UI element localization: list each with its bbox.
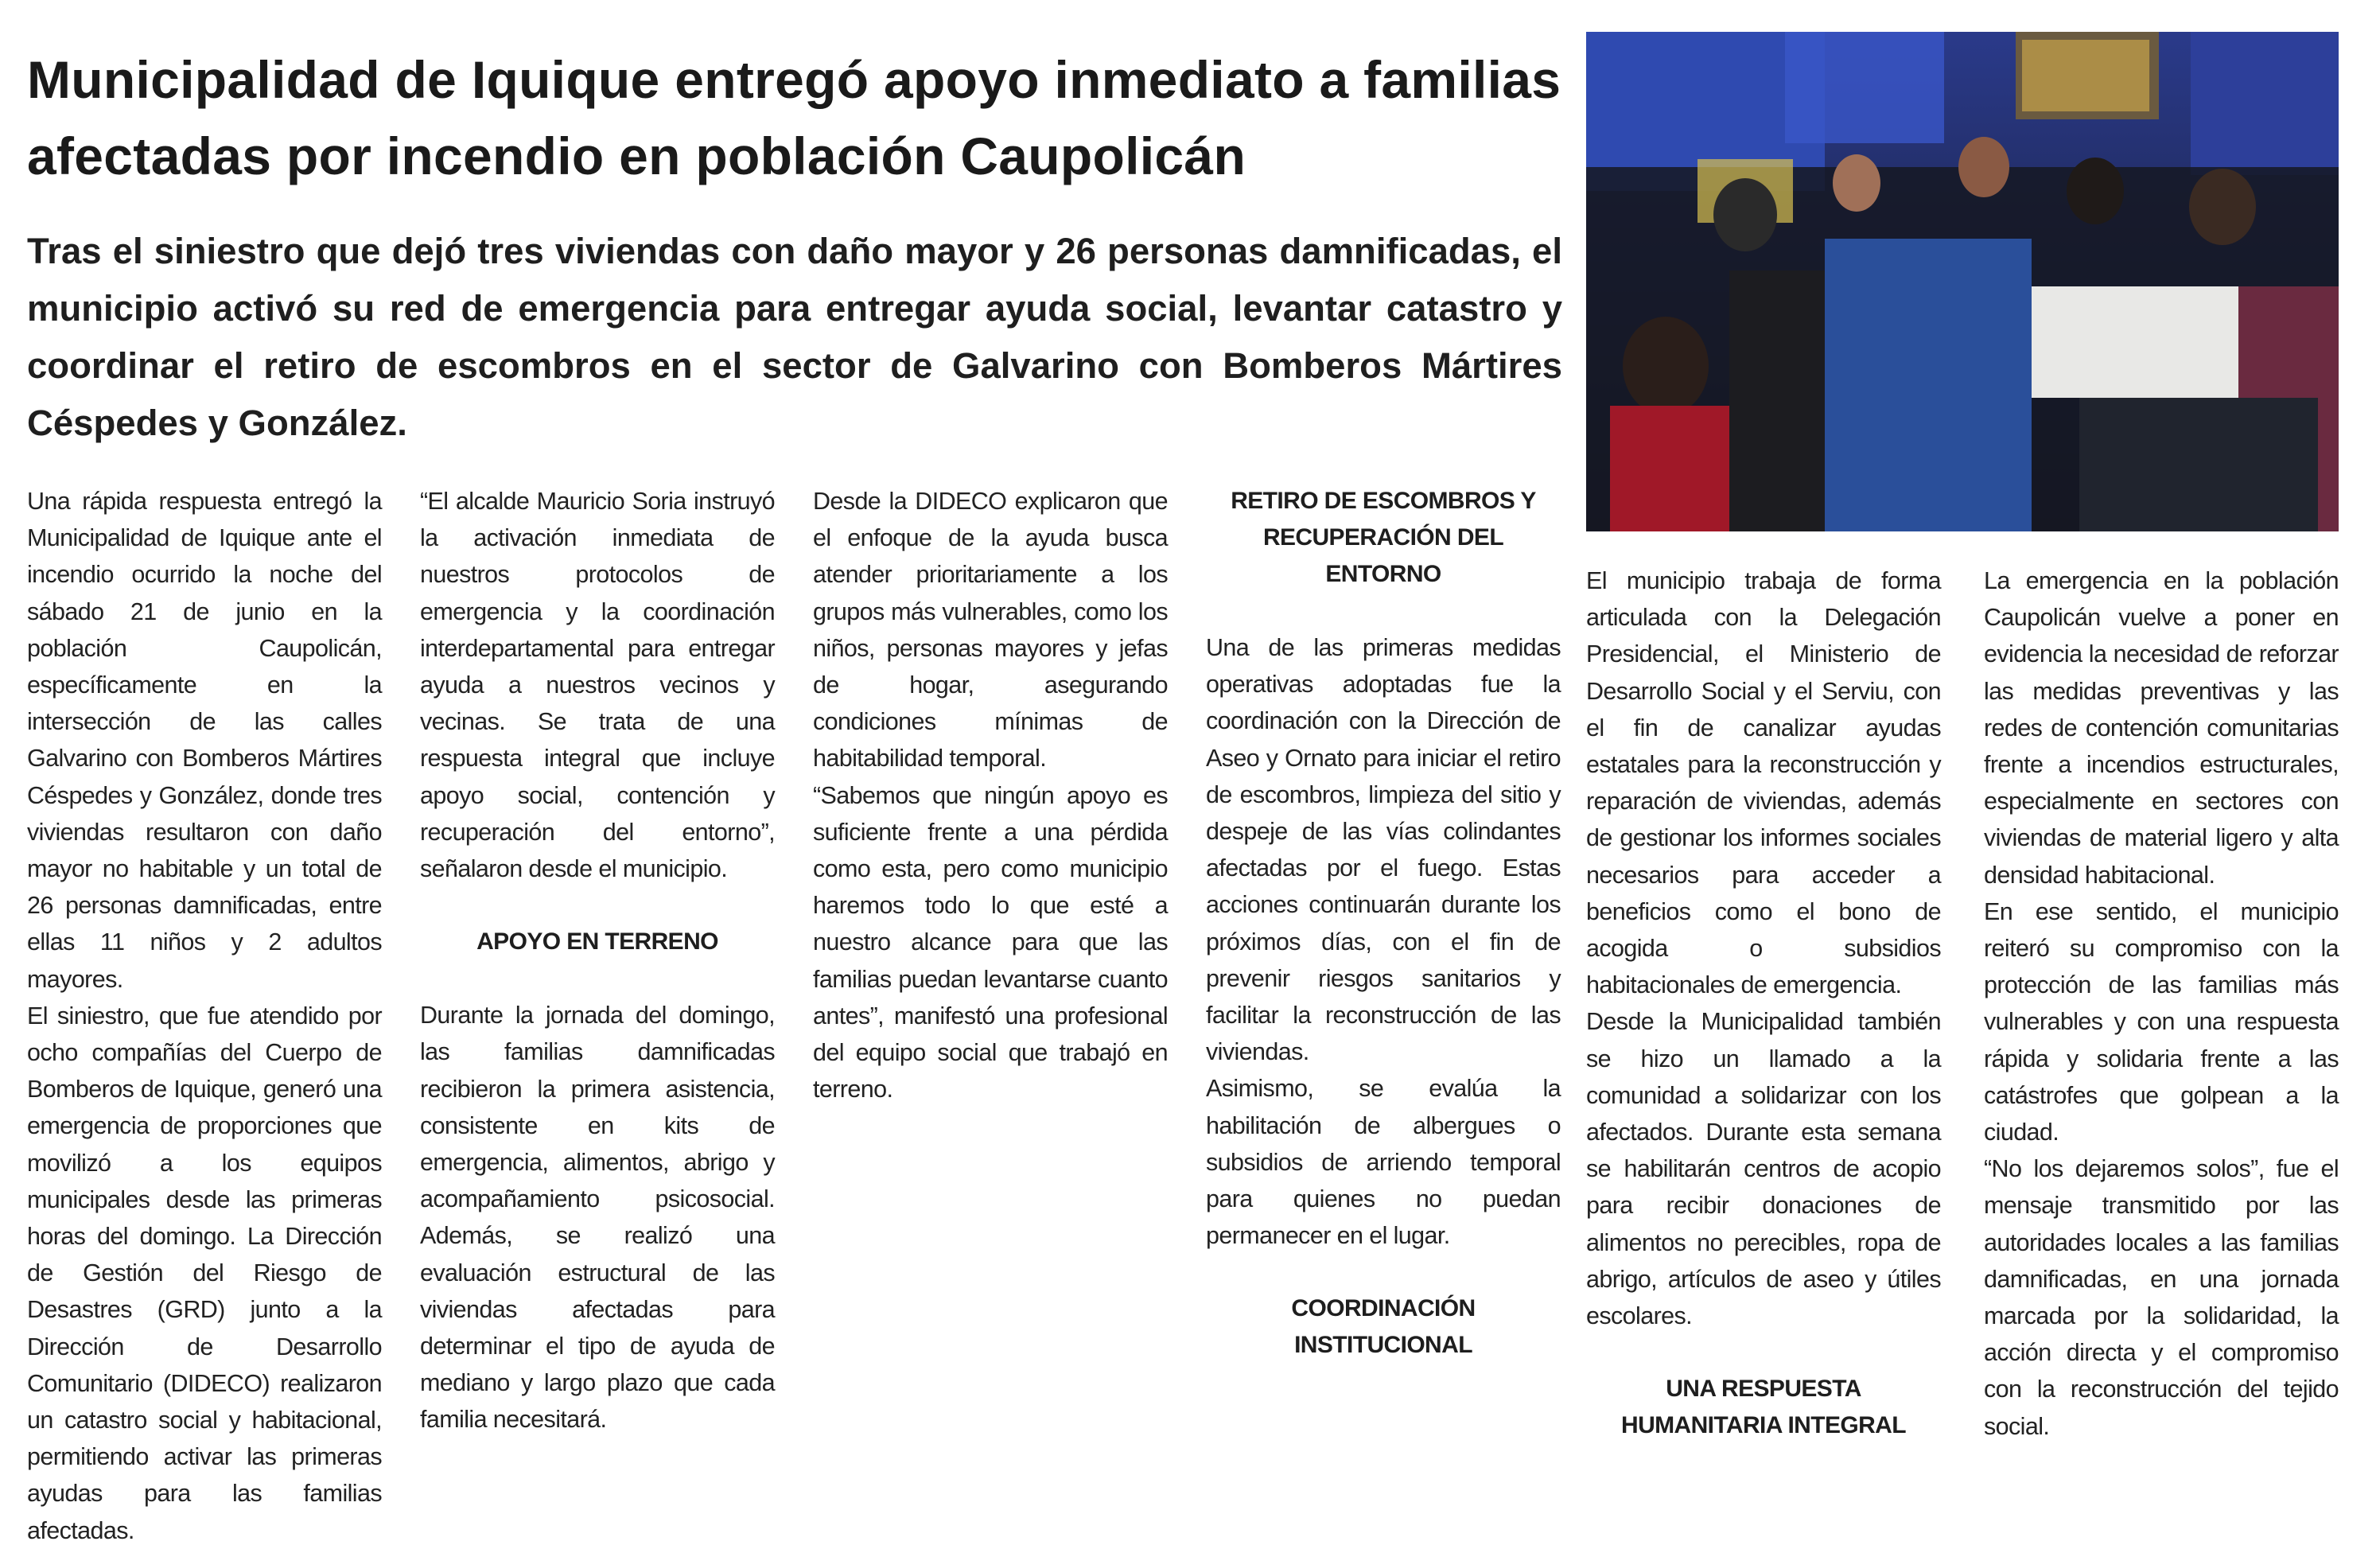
- body-paragraph: “No los dejaremos solos”, fue el mensaje transmitido por las autoridades locales a las familias damnificadas, en una jornada marcada por la solidaridad, la acción directa y el compromiso con la reconstrucción del tejido social.: [1984, 1155, 2339, 1440]
- body-paragraph: Desde la DIDECO explicaron que el enfoque de la ayuda busca atender prioritariamente a los grupos más vulnerables, como los niños, personas mayores y jefas de hogar, asegurando condiciones mínimas de habitabilidad temporal.: [813, 488, 1168, 773]
- column-4: [1206, 483, 1561, 1400]
- body-paragraph: En ese sentido, el municipio reiteró su compromiso con la protección de las familias más vulnerables y con una respuesta rápida y solidaria frente a las catástrofes que golpean a la ciudad.: [1984, 897, 2339, 1146]
- body-paragraph: El siniestro, que fue atendido por ocho compañías del Cuerpo de Bomberos de Iquique, generó una emergencia de proporciones que movilizó a los equipos municipales desde las primeras horas del domingo. La Dirección de Gestión del Riesgo de Desastres (GRD) junto a la Dirección de Desarrollo Comunitario (DIDECO) realizaron un catastro social y habitacional, permitiendo activar las primeras ayudas para las familias afectadas.: [27, 1002, 382, 1544]
- body-paragraph: El municipio trabaja de forma articulada con la Delegación Presidencial, el Ministerio de Desarrollo Social y el Serviu, con el fin de canalizar ayudas estatales para la reconstrucción y reparación de viviendas, además de gestionar los informes sociales necesarios para acceder a beneficios como el bono de acogida o subsidios habitacionales de emergencia.: [1586, 567, 1941, 999]
- subhead-retiro-de-escombros: RETIRO DE ESCOMBROS Y RECUPERACIÓN DEL ENTORNO: [1231, 488, 1536, 587]
- subhead-apoyo-en-terreno: APOYO EN TERRENO: [476, 928, 718, 955]
- column-5: [1586, 562, 1941, 1481]
- article-deck: Tras el siniestro que dejó tres viviendas con daño mayor y 26 personas damnificadas, el municipio activó su red de emergencia para entregar ayuda social, levantar catastro y coordinar el retiro de escombros en el sector de Galvarino con Bomberos Mártires Céspedes y González.: [27, 231, 1562, 443]
- column-1: [27, 483, 382, 1549]
- column-3: [813, 483, 1168, 1107]
- article-headline: Municipalidad de Iquique entregó apoyo inmediato a familias afectadas por incendio en población Caupolicán: [27, 50, 1561, 185]
- body-paragraph: Una de las primeras medidas operativas adoptadas fue la coordinación con la Dirección de Aseo y Ornato para iniciar el retiro de escombros, limpieza del sitio y despeje de las vías colindantes afectadas por el fuego. Estas acciones continuarán durante los próximos días, con el fin de prevenir riesgos sanitarios y facilitar la reconstrucción de las viviendas.: [1206, 634, 1561, 1066]
- column-2: [420, 483, 775, 1438]
- body-paragraph: Durante la jornada del domingo, las familias damnificadas recibieron la primera asistencia, consistente en kits de emergencia, alimentos, abrigo y acompañamiento psicosocial. Además, se realizó una evaluación estructural de las viviendas afectadas para determinar el tipo de ayuda de mediano y largo plazo que cada familia necesitará.: [420, 1002, 775, 1434]
- photo-crowd-night-scene: [1586, 32, 2339, 531]
- article-photo: [1586, 32, 2339, 531]
- subhead-respuesta-humanitaria: UNA RESPUESTA HUMANITARIA INTEGRAL: [1621, 1376, 1906, 1439]
- body-paragraph: “El alcalde Mauricio Soria instruyó la activación inmediata de nuestros protocolos de emergencia y la coordinación interdepartamental para entregar ayuda a nuestros vecinos y vecinas. Se trata de una respuesta integral que incluye apoyo social, contención y recuperación del entorno”, señalaron desde el municipio.: [420, 488, 775, 883]
- subhead-coordinacion-institucional: COORDINACIÓN INSTITUCIONAL: [1291, 1295, 1476, 1359]
- body-paragraph: Asimismo, se evalúa la habilitación de albergues o subsidios de arriendo temporal para quienes no puedan permanecer en el lugar.: [1206, 1075, 1561, 1250]
- body-paragraph: “Sabemos que ningún apoyo es suficiente frente a una pérdida como esta, pero como municipio haremos todo lo que esté a nuestro alcance para que las familias puedan levantarse cuanto antes”, manifestó una profesional del equipo social que trabajó en terreno.: [813, 781, 1168, 1103]
- body-paragraph: Una rápida respuesta entregó la Municipalidad de Iquique ante el incendio ocurrido la noche del sábado 21 de junio en la población Caupolicán, específicamente en la intersección de las calles Galvarino con Bomberos Mártires Céspedes y González, donde tres viviendas resultaron con daño mayor no habitable y un total de 26 personas damnificadas, entre ellas 11 niños y 2 adultos mayores.: [27, 488, 382, 993]
- column-6: [1984, 562, 2339, 1445]
- body-paragraph: La emergencia en la población Caupolicán vuelve a poner en evidencia la necesidad de reforzar las medidas preventivas y las redes de contención comunitarias frente a incendios estructurales, especialmente en sectores con viviendas de material ligero y alta densidad habitacional.: [1984, 567, 2339, 889]
- body-paragraph: Desde la Municipalidad también se hizo un llamado a la comunidad a solidarizar con los afectados. Durante esta semana se habilitarán centros de acopio para recibir donaciones de alimentos no perecibles, ropa de abrigo, artículos de aseo y útiles escolares.: [1586, 1008, 1941, 1330]
